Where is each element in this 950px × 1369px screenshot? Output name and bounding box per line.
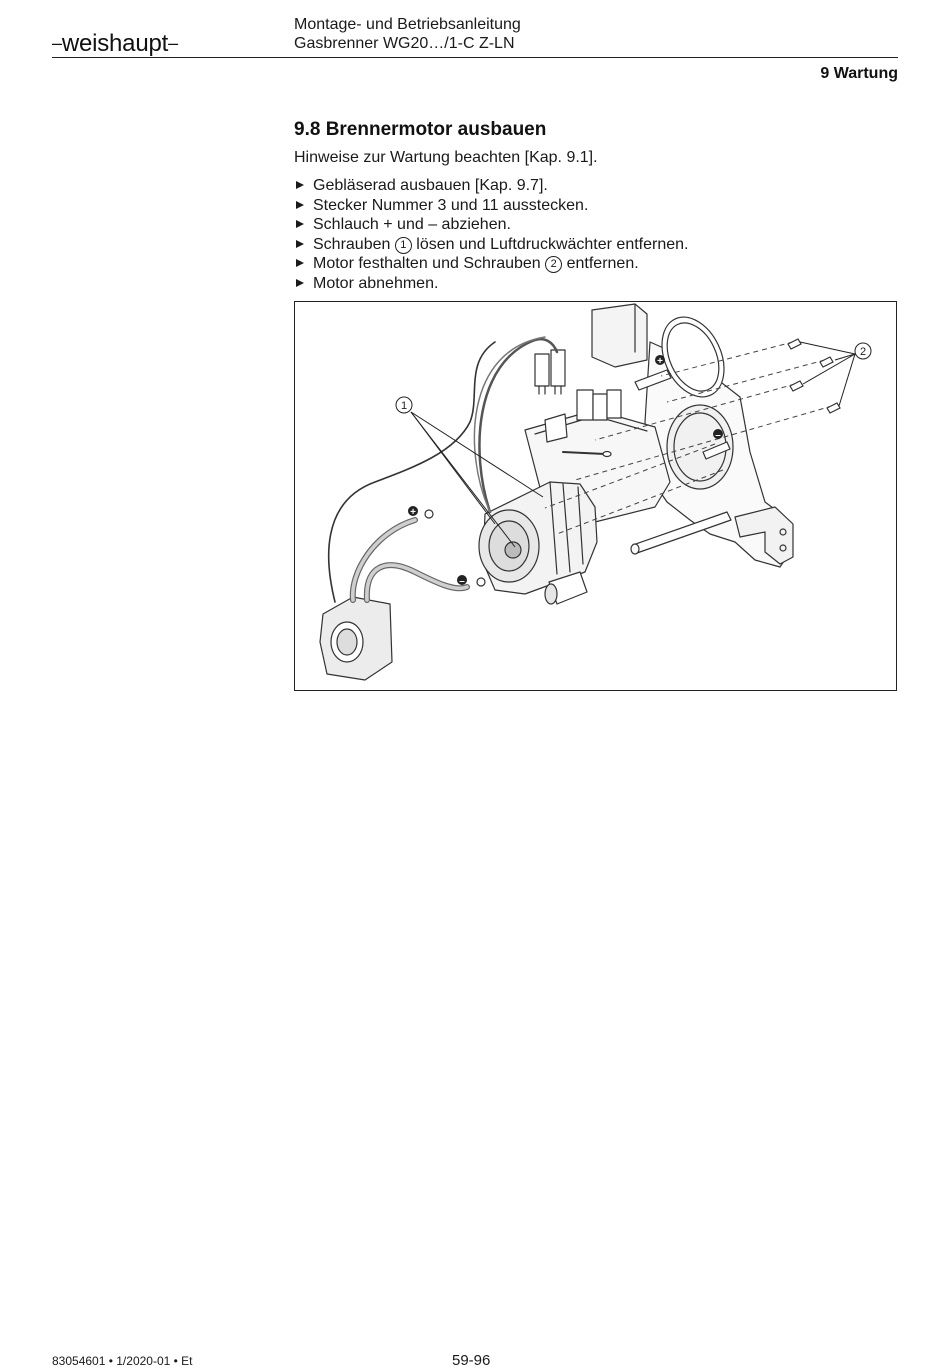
step-text-pre: Schrauben <box>313 235 391 253</box>
pressure-switch-cable <box>329 342 495 602</box>
instruction-step <box>294 196 688 216</box>
svg-text:+: + <box>410 507 416 518</box>
logo-text: weishaupt <box>61 30 169 57</box>
instruction-step <box>294 235 688 255</box>
step-text-post: lösen und Luftdruckwächter entfernen. <box>416 235 689 253</box>
step-text: Schlauch + und – abziehen. <box>313 216 511 234</box>
connector-plug <box>535 354 549 386</box>
callout-2-label: 2 <box>859 346 867 358</box>
callout-1-label: 1 <box>400 400 408 412</box>
page-number: 59-96 <box>452 1352 491 1369</box>
hose-minus <box>367 565 467 600</box>
instruction-list <box>294 176 688 294</box>
intro-text: Hinweise zur Wartung beachten [Kap. 9.1]. <box>294 149 598 166</box>
chapter-heading: 9 Wartung <box>820 65 898 82</box>
document-title <box>294 15 521 53</box>
control-box <box>592 304 647 367</box>
step-text: Motor abnehmen. <box>313 274 439 292</box>
bullet-triangle-icon <box>296 181 304 189</box>
motor-exploded-view-drawing <box>295 302 898 692</box>
instruction-step <box>294 274 688 294</box>
reference-number-1: 1 <box>395 237 412 254</box>
section-title: 9.8 Brennermotor ausbauen <box>294 119 547 140</box>
bullet-triangle-icon <box>296 279 304 287</box>
bullet-triangle-icon <box>296 220 304 228</box>
screw <box>788 339 801 349</box>
step-text-post: entfernen. <box>566 255 639 273</box>
motor-removal-illustration <box>294 301 897 691</box>
header-divider <box>52 57 898 58</box>
logo-dash-left: – <box>52 33 62 53</box>
document-id: 83054601 • 1/2020-01 • Et <box>52 1354 193 1368</box>
step-text-pre: Motor festhalten und Schrauben <box>313 255 541 273</box>
svg-text:–: – <box>715 430 721 441</box>
reference-number-2: 2 <box>545 256 562 273</box>
step-text: Gebläserad ausbauen [Kap. 9.7]. <box>313 177 548 194</box>
terminal-block <box>577 390 593 420</box>
instruction-step <box>294 176 688 196</box>
brand-logo <box>52 30 178 58</box>
logo-dash-right: – <box>168 33 178 53</box>
bullet-triangle-icon <box>296 240 304 248</box>
bullet-triangle-icon <box>296 201 304 209</box>
document-title-line1: Montage- und Betriebsanleitung <box>294 16 521 33</box>
instruction-step <box>294 215 688 235</box>
document-title-line2: Gasbrenner WG20…/1-C Z-LN <box>294 35 515 52</box>
bullet-triangle-icon <box>296 259 304 267</box>
instruction-step <box>294 254 688 274</box>
svg-text:+: + <box>657 356 663 367</box>
callout-2-leader <box>800 342 855 354</box>
svg-text:–: – <box>459 576 465 587</box>
step-text: Stecker Nummer 3 und 11 ausstecken. <box>313 196 589 214</box>
